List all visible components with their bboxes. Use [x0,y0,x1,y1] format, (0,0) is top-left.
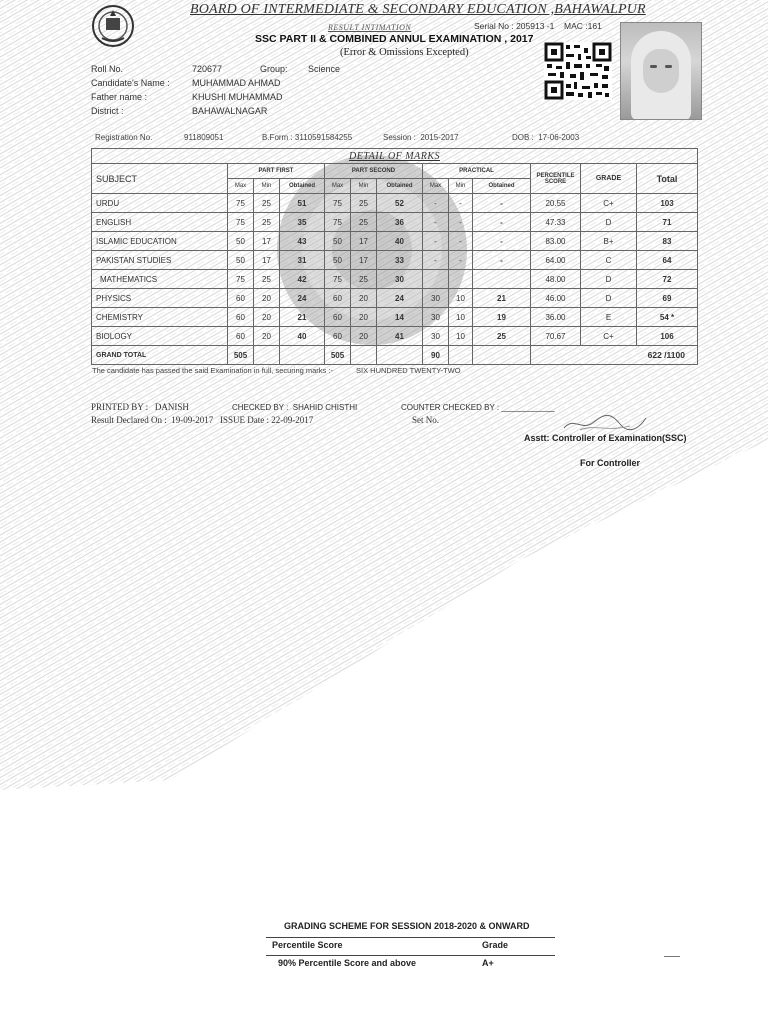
group-value: Science [308,64,341,74]
qr-code-icon [544,42,612,100]
name-value: MUHAMMAD AHMAD [192,78,281,88]
table-row: BIOLOGY 60 20 40 60 20 41 30 10 25 70.67 C+ 106 [92,327,698,346]
p2-max-header: Max [325,179,351,194]
errors-note: (Error & Omissions Excepted) [340,47,469,58]
name-label: Candidate's Name : [91,78,170,88]
for-controller: For Controller [580,458,640,468]
counter-checked-by: COUNTER CHECKED BY : ____________ [401,403,555,412]
checked-by: CHECKED BY : SHAHID CHISTHI [232,403,358,412]
assistant-controller: Asstt: Controller of Examination(SSC) [524,433,687,443]
detail-of-marks-title: DETAIL OF MARKS [92,149,698,164]
result-declared: Result Declared On : 19-09-2017 ISSUE Date : 22-09-2017 [91,415,314,425]
p1-min-header: Min [254,179,280,194]
registration-label: Registration No. [95,133,153,142]
serial-number: Serial No : 205913 -1 [474,21,555,31]
printed-by: PRINTED BY : DANISH [91,402,189,412]
roll-value: 720677 [192,64,223,74]
grading-divider [266,937,555,938]
roll-label: Roll No. [91,64,124,74]
bform: B.Form : 3110591584255 [262,133,353,142]
total-header: Total [637,164,698,194]
pr-min-header: Min [449,179,473,194]
grand-total-row: GRAND TOTAL 505 505 90 622 /1100 [92,346,698,365]
practical-header: PRACTICAL [423,164,531,179]
grading-divider [266,955,555,956]
grading-row-grade: A+ [482,958,494,968]
candidate-photo [620,22,702,120]
passed-statement: The candidate has passed the said Examination in full, securing marks :- [92,366,333,375]
marks-in-words: SIX HUNDRED TWENTY-TWO [356,366,461,375]
district-label: District : [91,106,124,116]
district-value: BAHAWALNAGAR [192,106,268,116]
grading-scheme-title: GRADING SCHEME FOR SESSION 2018-2020 & ONWARD [284,921,530,931]
subject-header: SUBJECT [92,164,228,194]
registration-value: 911809051 [184,133,224,142]
father-label: Father name : [91,92,148,102]
mac-number: MAC :161 [564,21,602,31]
table-row: URDU 75 25 51 75 25 52 - - - 20.55 C+ 103 [92,194,698,213]
p2-obtained-header: Obtained [377,179,423,194]
part-second-header: PART SECOND [325,164,423,179]
group-label: Group: [260,64,288,74]
percentile-score-header: PERCENTILE SCORE [531,164,581,194]
board-title: BOARD OF INTERMEDIATE & SECONDARY EDUCATION ,BAHAWALPUR [190,2,646,17]
table-row: MATHEMATICS 75 25 42 75 25 30 48.00 D 72 [92,270,698,289]
grading-row-score: 90% Percentile Score and above [278,958,417,968]
marks-table [91,148,698,365]
table-row: ENGLISH 75 25 35 75 25 36 - - - 47.33 D 71 [92,213,698,232]
p1-max-header: Max [228,179,254,194]
page-mark [664,956,680,957]
exam-title: SSC PART II & COMBINED ANNUL EXAMINATION , 2017 [255,33,534,45]
part-first-header: PART FIRST [228,164,325,179]
table-row: CHEMISTRY 60 20 21 60 20 14 30 10 19 36.00 E 54 * [92,308,698,327]
grade-column: Grade [482,940,509,950]
set-number: Set No. [412,415,439,425]
table-row: ISLAMIC EDUCATION 50 17 43 50 17 40 - - - 83.00 B+ 83 [92,232,698,251]
table-row: PHYSICS 60 20 24 60 20 24 30 10 21 46.00 D 69 [92,289,698,308]
result-intimation-subtitle: RESULT INTIMATION [328,23,412,32]
board-logo-icon [90,4,136,48]
grade-header: GRADE [581,164,637,194]
pr-obtained-header: Obtained [473,179,531,194]
percentile-score-column: Percentile Score [272,940,343,950]
pr-max-header: Max [423,179,449,194]
table-row: PAKISTAN STUDIES 50 17 31 50 17 33 - - - 64.00 C 64 [92,251,698,270]
dob: DOB : 17-06-2003 [512,133,580,142]
father-value: KHUSHI MUHAMMAD [192,92,283,102]
session: Session : 2015-2017 [383,133,459,142]
p2-min-header: Min [351,179,377,194]
p1-obtained-header: Obtained [280,179,325,194]
